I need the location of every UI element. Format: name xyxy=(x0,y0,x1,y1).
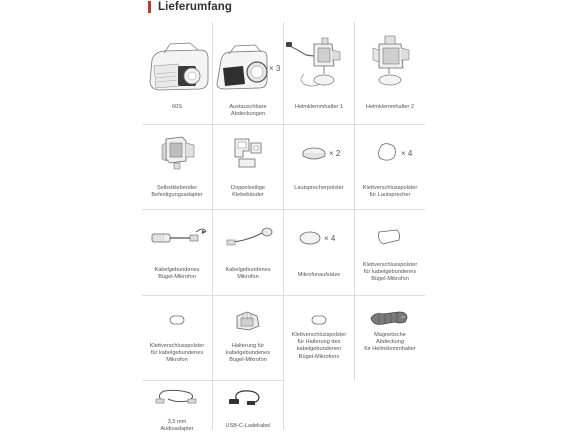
item-double-tape xyxy=(213,125,284,210)
adhesive-adapter-icon xyxy=(142,125,212,181)
caption-line: für Halterung des xyxy=(297,339,341,346)
section-title: Lieferumfang xyxy=(158,1,233,13)
item-mic-sponges xyxy=(284,210,355,296)
item-caption xyxy=(142,104,212,111)
item-caption xyxy=(355,332,425,354)
caption-line: Audioadapter xyxy=(160,426,194,433)
grid-row xyxy=(142,124,425,210)
caption-line: Klettverschlusspolster xyxy=(362,185,418,191)
item-quantity: × 4 xyxy=(324,234,336,243)
caption-line: 60S xyxy=(172,104,182,110)
caption-line: Doppelseitige xyxy=(231,185,265,191)
grid-row xyxy=(142,295,425,381)
item-caption xyxy=(142,343,212,365)
item-usb-c xyxy=(213,381,284,430)
speaker-pad-icon xyxy=(284,125,354,181)
caption-line: Klettverschlusspolster xyxy=(362,262,418,268)
item-speaker-pads xyxy=(284,125,355,210)
cover-icon xyxy=(213,22,283,102)
velcro-pad-icon xyxy=(142,296,212,342)
item-velcro-wired-mic xyxy=(355,210,425,296)
caption-line: Bügel-Mikrofon xyxy=(371,276,409,283)
item-caption xyxy=(284,272,354,279)
caption-line: für kabelgebundenes xyxy=(363,269,417,276)
caption-line: Magnetische xyxy=(374,332,406,338)
item-clamp1 xyxy=(284,22,355,124)
caption-line: Klettverschlusspolster xyxy=(149,343,205,349)
wired-mic-icon xyxy=(213,210,283,266)
caption-line: Mikrofonaufsätze xyxy=(297,272,341,278)
caption-line: kabelgebundenes xyxy=(225,350,271,357)
header-accent-bar xyxy=(148,1,151,13)
caption-line: Befestigungsadapter xyxy=(151,192,203,199)
audio-cable-icon xyxy=(142,381,212,413)
caption-line: Kabelgebundenes xyxy=(154,267,200,273)
item-audio-adapter xyxy=(142,381,213,433)
item-caption xyxy=(142,267,212,281)
item-60s xyxy=(142,22,213,124)
item-clamp2 xyxy=(355,22,425,124)
mic-holder-icon xyxy=(213,296,283,342)
caption-line: Abdeckungen xyxy=(230,111,266,118)
helmet-clamp-icon xyxy=(355,22,425,102)
item-magnetic-cover xyxy=(355,296,425,381)
mic-sponge-icon xyxy=(284,210,354,266)
caption-line: Bügel-Mikrofons xyxy=(298,353,340,360)
item-caption xyxy=(284,332,354,361)
item-caption xyxy=(142,419,212,433)
item-caption xyxy=(213,343,283,365)
caption-line: Bügel-Mikrofon xyxy=(158,274,196,281)
velcro-pad-icon xyxy=(355,125,425,181)
caption-line: Kabelgebundenes xyxy=(225,267,271,273)
caption-line: USB-C-Ladekabel xyxy=(225,423,271,429)
item-caption xyxy=(355,104,425,111)
item-quantity: × 4 xyxy=(401,149,413,158)
item-boom-holder xyxy=(213,296,284,381)
helmet-clamp-icon xyxy=(284,22,354,102)
item-caption xyxy=(213,104,283,118)
item-caption xyxy=(213,423,283,430)
caption-line: 3,5 mm xyxy=(167,419,187,425)
caption-line: für Helmklemmhalter xyxy=(364,346,416,353)
item-caption xyxy=(355,262,425,284)
usb-cable-icon xyxy=(213,381,283,413)
item-quantity: × 2 xyxy=(329,149,341,158)
caption-line: für kabelgebundenes xyxy=(150,350,204,357)
item-adhesive-adapter xyxy=(142,125,213,210)
grid-row xyxy=(142,22,425,124)
caption-line: Helmklemmhalter 1 xyxy=(294,104,344,110)
item-velcro-holder xyxy=(284,296,355,381)
item-caption xyxy=(284,104,354,111)
grid-row xyxy=(142,380,283,433)
caption-line: für Lautsprecher xyxy=(369,192,411,199)
item-caption xyxy=(213,185,283,199)
caption-line: Halterung für xyxy=(231,343,265,349)
caption-line: Selbstklebender xyxy=(156,185,198,191)
caption-line: Mikrofon xyxy=(237,274,259,281)
item-caption xyxy=(284,185,354,192)
section-header xyxy=(148,0,232,14)
caption-line: Bügel-Mikrofon xyxy=(229,357,267,364)
velcro-pad-icon xyxy=(355,210,425,266)
caption-line: Lautsprecherpolster xyxy=(294,185,344,191)
caption-line: kabelgebundenen xyxy=(296,346,342,353)
caption-line: Austauschbare xyxy=(229,104,267,110)
item-caption xyxy=(213,267,283,281)
caption-line: Klettverschlusspolster xyxy=(291,332,347,338)
item-wired-mic xyxy=(213,210,284,296)
item-boom-mic xyxy=(142,210,213,296)
item-covers xyxy=(213,22,284,124)
caption-line: Klebebänder xyxy=(232,192,264,199)
headset-unit-icon xyxy=(142,22,212,102)
item-caption xyxy=(355,185,425,199)
caption-line: Abdeckung xyxy=(376,339,404,346)
caption-line: Helmklemmhalter 2 xyxy=(365,104,415,110)
caption-line: Mikrofon xyxy=(166,357,188,364)
item-velcro-mic xyxy=(142,296,213,381)
tape-icon xyxy=(213,125,283,181)
item-velcro-speaker xyxy=(355,125,425,210)
item-quantity: × 3 xyxy=(269,64,281,73)
boom-mic-icon xyxy=(142,210,212,266)
grid-row xyxy=(142,209,425,296)
item-caption xyxy=(142,185,212,199)
